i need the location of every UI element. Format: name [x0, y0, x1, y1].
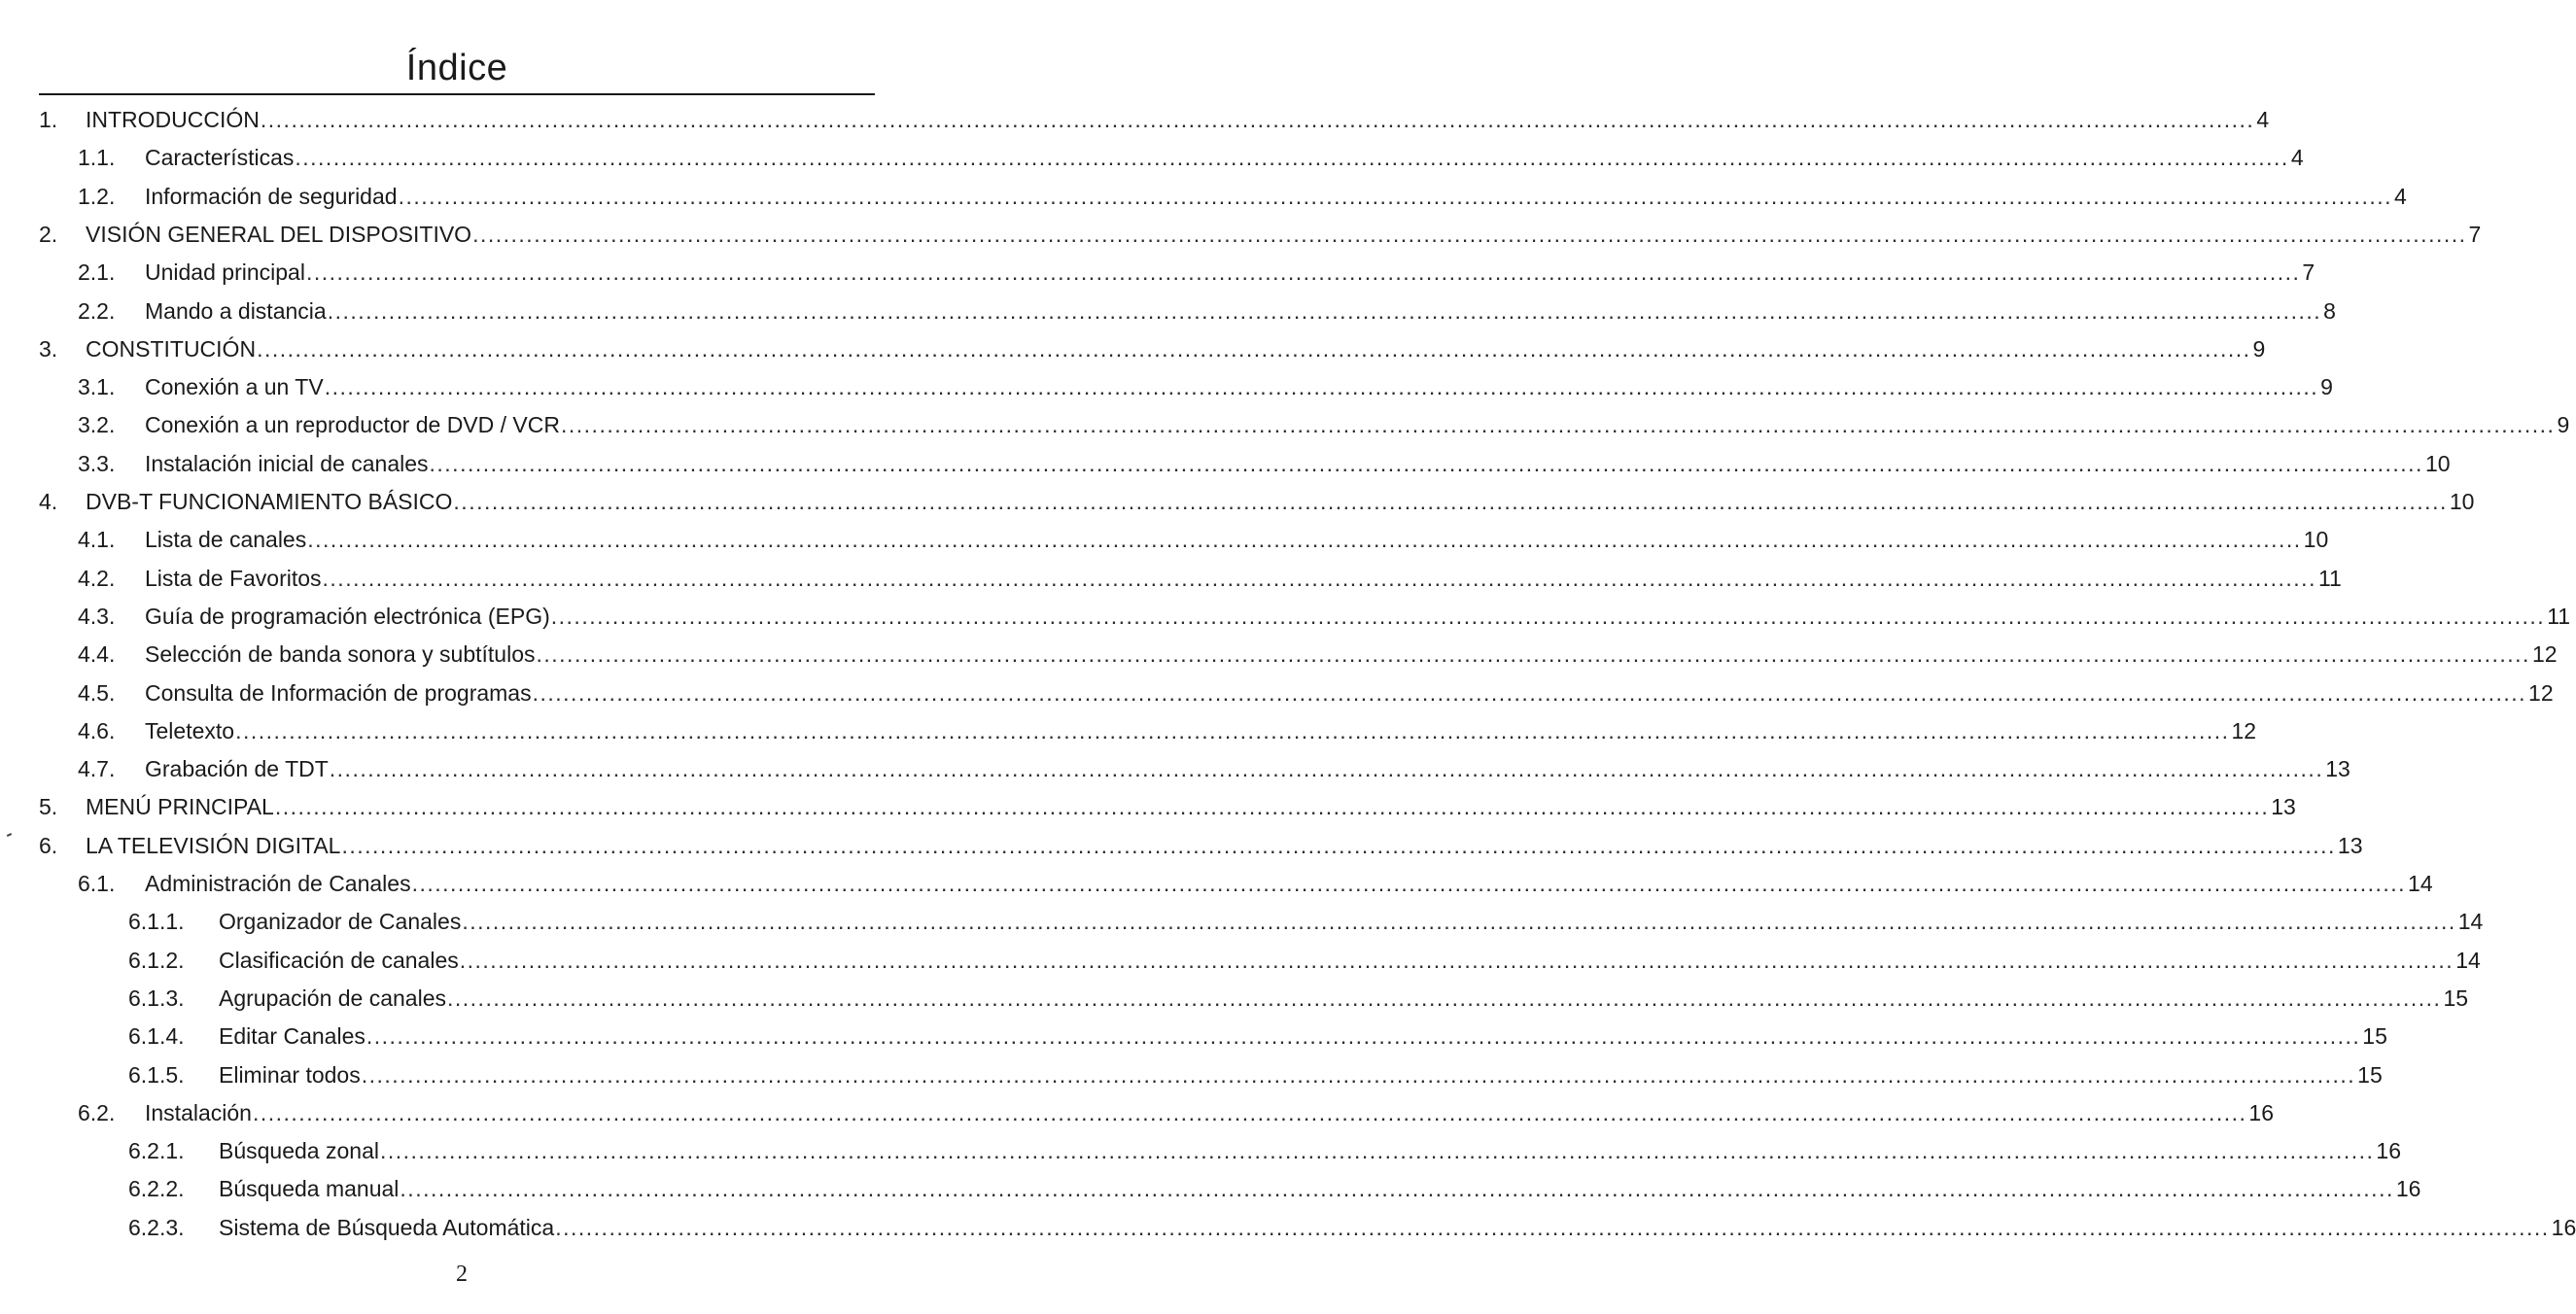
toc-dot-leader: .................................................................................................................................................................................................................................................................... [459, 947, 2454, 973]
toc-entry-title: Conexión a un reproductor de DVD / VCR [145, 412, 560, 438]
toc-dot-leader: .................................................................................................................................................................................................................................................................... [252, 1099, 2247, 1125]
toc-entry [39, 330, 2266, 368]
toc-entry [128, 1209, 2576, 1247]
toc-entry-page: 10 [2424, 450, 2451, 476]
toc-dot-leader: .................................................................................................................................................................................................................................................................... [429, 450, 2423, 476]
toc-entry-page: 16 [2551, 1214, 2576, 1240]
toc-entry-title: Agrupación de canales [219, 985, 446, 1011]
toc-dot-leader: .................................................................................................................................................................................................................................................................... [327, 297, 2322, 324]
toc-entry [128, 942, 2481, 980]
toc-entry-number: 6.1.2. [128, 947, 185, 973]
toc-entry-title: MENÚ PRINCIPAL [86, 794, 274, 820]
toc-entry-number: 4.3. [78, 603, 116, 629]
toc-entry-page: 4 [2290, 145, 2304, 171]
toc-entry-title: Información de seguridad [145, 183, 398, 209]
toc-entry-page: 9 [2320, 374, 2333, 400]
toc-dot-leader: .................................................................................................................................................................................................................................................................... [462, 909, 2456, 935]
toc-dot-leader: .................................................................................................................................................................................................................................................................... [453, 489, 2448, 514]
toc-entry-title: Sistema de Búsqueda Automática [219, 1214, 555, 1240]
toc-entry-number: 2.2. [78, 297, 116, 324]
toc-entry-page: 4 [2394, 183, 2407, 209]
toc-entry-number: 6.1.5. [128, 1061, 185, 1088]
toc-entry-title: INTRODUCCIÓN [86, 107, 260, 132]
toc-entry-number: 3.3. [78, 450, 116, 476]
toc-entry-title: Selección de banda sonora y subtítulos [145, 641, 536, 668]
toc-entry [78, 636, 2558, 674]
toc-entry-page: 15 [2443, 985, 2469, 1011]
toc-entry-number: 2.1. [78, 259, 116, 286]
toc-entry [78, 674, 2554, 712]
toc-entry-number: 4.5. [78, 679, 116, 706]
toc-dot-leader: .................................................................................................................................................................................................................................................................... [260, 107, 2255, 132]
toc-entry-title: Características [145, 145, 295, 171]
toc-dot-leader: .................................................................................................................................................................................................................................................................... [235, 717, 2230, 743]
toc-entry [78, 139, 2304, 177]
toc-entry-number: 6.2.1. [128, 1138, 185, 1164]
scan-speck [7, 833, 12, 837]
toc-entry-number: 4.6. [78, 717, 116, 743]
toc-entry-title: LA TELEVISIÓN DIGITAL [86, 832, 341, 858]
toc-entry-title: VISIÓN GENERAL DEL DISPOSITIVO [86, 221, 472, 247]
toc-entry-title: Organizador de Canales [219, 909, 462, 935]
toc-entry-number: 4. [39, 489, 58, 514]
toc-entry [39, 216, 2482, 254]
toc-entry [39, 101, 2270, 139]
toc-dot-leader: .................................................................................................................................................................................................................................................................... [307, 527, 2302, 553]
toc-entry [78, 560, 2342, 598]
toc-entry-number: 3.1. [78, 374, 116, 400]
toc-dot-leader: .................................................................................................................................................................................................................................................................... [379, 1138, 2375, 1164]
toc-entry-number: 6.1. [78, 871, 116, 896]
toc-entry-number: 3. [39, 335, 58, 362]
toc-entry-page: 14 [2455, 947, 2481, 973]
toc-dot-leader: .................................................................................................................................................................................................................................................................... [361, 1061, 2356, 1088]
toc-entry-number: 3.2. [78, 412, 116, 438]
toc-entry-title: Instalación inicial de canales [145, 450, 429, 476]
page-title: Índice [405, 48, 508, 88]
toc-dot-leader: .................................................................................................................................................................................................................................................................... [447, 985, 2442, 1011]
toc-entry-page: 16 [2395, 1176, 2421, 1202]
toc-entry-page: 12 [2231, 717, 2257, 743]
toc-dot-leader: .................................................................................................................................................................................................................................................................... [555, 1214, 2550, 1240]
toc-dot-leader: .................................................................................................................................................................................................................................................................... [400, 1176, 2394, 1202]
toc-entry-title: CONSTITUCIÓN [86, 335, 257, 362]
toc-dot-leader: .................................................................................................................................................................................................................................................................... [398, 183, 2392, 209]
page-number: 2 [456, 1262, 468, 1287]
toc-entry-number: 6.2.3. [128, 1214, 185, 1240]
toc-entry-number: 4.2. [78, 565, 116, 591]
toc-entry-title: Teletexto [145, 717, 235, 743]
toc-entry-number: 5. [39, 794, 58, 820]
toc-entry-number: 1.1. [78, 145, 116, 171]
toc-entry [78, 1094, 2274, 1132]
toc-entry-page: 11 [2547, 603, 2571, 629]
toc-entry-page: 12 [2531, 641, 2558, 668]
toc-dot-leader: .................................................................................................................................................................................................................................................................... [274, 794, 2270, 820]
toc-dot-leader: .................................................................................................................................................................................................................................................................... [322, 565, 2316, 591]
toc-entry-number: 6.2.2. [128, 1176, 185, 1202]
toc-entry-page: 16 [2248, 1099, 2274, 1125]
toc-entry [78, 598, 2571, 636]
toc-entry-number: 6.1.3. [128, 985, 185, 1011]
toc-entry-number: 4.1. [78, 527, 116, 553]
toc-entry-page: 9 [2557, 412, 2570, 438]
toc-entry [78, 521, 2329, 559]
toc-dot-leader: .................................................................................................................................................................................................................................................................... [411, 871, 2407, 896]
toc-dot-leader: .................................................................................................................................................................................................................................................................... [472, 221, 2467, 247]
toc-entry-title: Administración de Canales [145, 871, 411, 896]
toc-entry-page: 13 [2271, 794, 2296, 820]
toc-dot-leader: .................................................................................................................................................................................................................................................................... [536, 641, 2530, 668]
toc-entry-number: 4.7. [78, 756, 116, 782]
toc-entry [128, 1132, 2401, 1170]
toc-entry [78, 865, 2433, 903]
toc-entry [78, 178, 2407, 216]
toc-entry-number: 2. [39, 221, 58, 247]
toc-entry [78, 750, 2350, 788]
toc-entry-page: 10 [2303, 527, 2329, 553]
toc-dot-leader: .................................................................................................................................................................................................................................................................... [257, 335, 2251, 362]
toc-entry-page: 12 [2528, 679, 2554, 706]
toc-entry-title: Conexión a un TV [145, 374, 324, 400]
toc-dot-leader: .................................................................................................................................................................................................................................................................... [305, 259, 2301, 286]
toc-entry-title: Unidad principal [145, 259, 305, 286]
toc-entry [39, 483, 2475, 521]
toc-entry [39, 827, 2363, 865]
toc-entry-number: 6.2. [78, 1099, 116, 1125]
toc-dot-leader: .................................................................................................................................................................................................................................................................... [341, 832, 2336, 858]
toc-entry-page: 16 [2376, 1138, 2401, 1164]
toc-entry-number: 6.1.4. [128, 1023, 185, 1050]
toc-dot-leader: .................................................................................................................................................................................................................................................................... [329, 756, 2324, 782]
toc-entry-page: 14 [2457, 909, 2484, 935]
toc-entry-title: Lista de Favoritos [145, 565, 322, 591]
toc-entry-title: Eliminar todos [219, 1061, 361, 1088]
toc-entry-title: Búsqueda zonal [219, 1138, 379, 1164]
toc-entry-title: Instalación [145, 1099, 252, 1125]
toc-entry [78, 712, 2257, 750]
toc-entry-page: 13 [2325, 756, 2350, 782]
toc-dot-leader: .................................................................................................................................................................................................................................................................... [366, 1023, 2361, 1050]
toc-entry-number: 1.2. [78, 183, 116, 209]
toc-entry-title: Mando a distancia [145, 297, 327, 324]
toc-entry-title: Guía de programación electrónica (EPG) [145, 603, 550, 629]
toc-dot-leader: .................................................................................................................................................................................................................................................................... [550, 603, 2546, 629]
toc-entry [128, 1170, 2421, 1208]
toc-entry-number: 6. [39, 832, 58, 858]
toc-dot-leader: .................................................................................................................................................................................................................................................................... [295, 145, 2289, 171]
toc-entry-number: 6.1.1. [128, 909, 185, 935]
toc-entry-page: 8 [2323, 297, 2336, 324]
toc-entry-page: 4 [2256, 107, 2270, 132]
toc-entry-page: 7 [2468, 221, 2482, 247]
toc-entry-page: 10 [2449, 489, 2475, 514]
toc-entry-title: DVB-T FUNCIONAMIENTO BÁSICO [86, 489, 453, 514]
toc-entry [128, 1018, 2387, 1055]
toc-entry-page: 7 [2302, 259, 2315, 286]
toc-entry [78, 293, 2336, 330]
toc-entry-title: Búsqueda manual [219, 1176, 400, 1202]
toc-entry-title: Grabación de TDT [145, 756, 329, 782]
toc-entry [78, 254, 2315, 292]
toc-entry [78, 406, 2570, 444]
toc-entry [39, 788, 2296, 826]
title-divider [39, 93, 875, 95]
toc-entry-page: 13 [2337, 832, 2363, 858]
toc-entry-number: 4.4. [78, 641, 116, 668]
toc-entry-page: 15 [2357, 1061, 2383, 1088]
toc-entry-page: 14 [2408, 871, 2433, 896]
toc-dot-leader: .................................................................................................................................................................................................................................................................... [561, 412, 2556, 438]
toc-dot-leader: .................................................................................................................................................................................................................................................................... [532, 679, 2527, 706]
toc-entry-page: 11 [2317, 565, 2342, 591]
toc-entry [128, 1056, 2383, 1094]
toc-entry-title: Lista de canales [145, 527, 307, 553]
toc-entry-title: Consulta de Información de programas [145, 679, 532, 706]
toc-entry-title: Clasificación de canales [219, 947, 459, 973]
toc-entry [78, 445, 2451, 483]
toc-entry [78, 368, 2333, 406]
toc-entry [128, 980, 2469, 1018]
toc-entry-page: 15 [2362, 1023, 2387, 1050]
toc-dot-leader: .................................................................................................................................................................................................................................................................... [324, 374, 2319, 400]
toc-entry [128, 903, 2484, 941]
toc-entry-title: Editar Canales [219, 1023, 366, 1050]
toc-entry-page: 9 [2252, 335, 2266, 362]
toc-entry-number: 1. [39, 107, 58, 132]
